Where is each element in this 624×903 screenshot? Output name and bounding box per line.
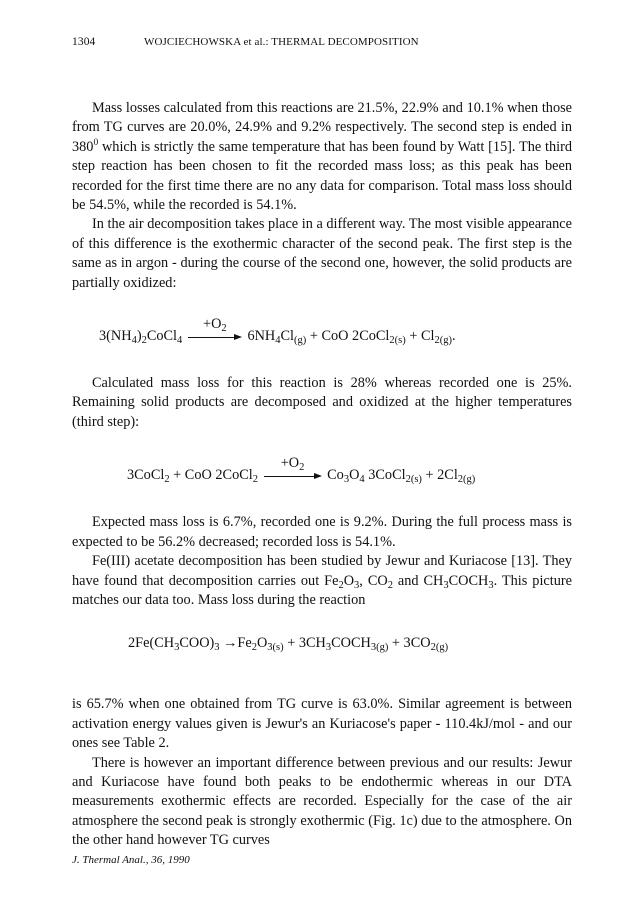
equation-1: $3(NH_4)_2CoCl_4$ $+O_2$ $6NH_4Cl_{(g)}$ + CoO 2CoCl$_{2(s)}$ + $Cl_{2(g)}$. (99, 316, 456, 346)
reaction-arrow: $+O_2$ (188, 316, 242, 346)
paragraph-difference: There is however an important difference between previous and our results: Jewur and Kuriacose have found both peaks to be endothermic whereas in our DTA measurements exothermic effects are recorded. Especially for the case of the air atmosphere the second peak is strongly exothermic (Fig. 1c) due to the atmosphere. On the other hand however TG curves (72, 754, 572, 849)
paragraph-air-decomposition: In the air decomposition takes place in a different way. The most visible appearance of this difference is the exothermic character of the second peak. The first step is the same as in argon - during the course of the second one, however, the solid products are partially oxidized: (72, 216, 572, 291)
reaction-arrow: $+O_2$ (264, 455, 322, 485)
paragraph-mass-loss-result: is 65.7% when one obtained from TG curve is 63.0%. Similar agreement is between activation energy values given is Jewur's an Kuriacose's paper - 110.4kJ/mol - and our ones see Table 2. (72, 696, 572, 752)
paragraph-expected-loss: Expected mass loss is 6.7%, recorded one is 9.2%. During the full process mass is expected to be 56.2% decreased; recorded loss is 54.1%. (72, 514, 572, 550)
journal-footer: J. Thermal Anal., 36, 1990 (72, 854, 190, 866)
running-title: WOJCIECHOWSKA et al.: THERMAL DECOMPOSITION (144, 36, 419, 48)
paragraph-calculated-loss: Calculated mass loss for this reaction is 28% whereas recorded one is 25%. Remaining solid products are decomposed and oxidized at the higher temperatures (third step): (72, 375, 572, 430)
running-header (72, 36, 419, 48)
paragraph-mass-losses: Mass losses calculated from this reactions are 21.5%, 22.9% and 10.1% when those from TG curves are 20.0%, 24.9% and 9.2% respectively. The second step is ended in $380^0$ which is strictly the same temperature that has been found by Watt [15]. The third step reaction has been chosen to fit the recorded mass loss; as this peak has been recorded for the first time there are no any data for comparison. Total mass loss should be 54.5%, while the recorded is 54.1%. (72, 100, 572, 214)
article-body (72, 99, 572, 851)
paragraph-fe-acetate: Fe(III) acetate decomposition has been studied by Jewur and Kuriacose [13]. They have found that decomposition carries out $Fe_2O_3$, $CO_2$ and $CH_3COCH_3$. This picture matches our data too. Mass loss during the reaction (72, 553, 572, 608)
page-number: 1304 (72, 36, 96, 48)
equation-2: 3CoCl$_2$ + CoO 2CoCl$_2$ $+O_2$ $Co_3O_4$ 3CoCl$_{2(s)}$ + $2Cl_{2(g)}$ (127, 455, 476, 485)
equation-3: $2Fe(CH_3COO)_3 \to Fe_2O_{3(s)}$ + $3CH_3COCH_{3(g)} + 3CO_{2(g)}$ (128, 635, 449, 654)
